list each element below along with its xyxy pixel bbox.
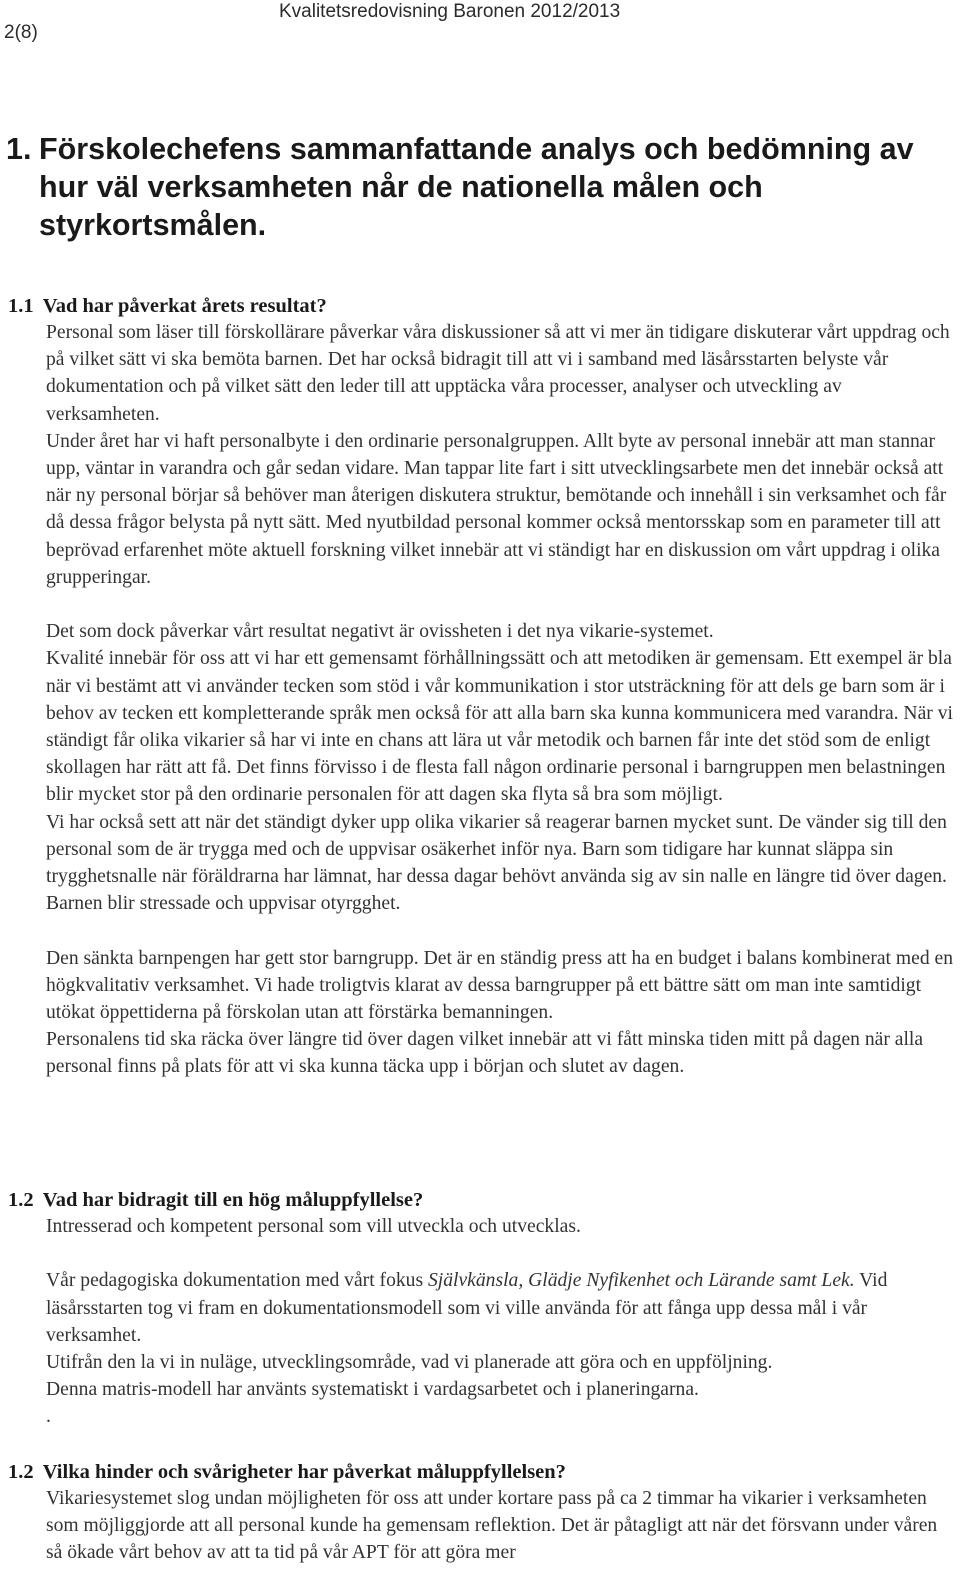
paragraph-rest: Vid läsårsstarten tog vi fram en dokumentationsmodell som vi ville använda för att fånga upp dessa mål i vår verksamhet.: [46, 1270, 888, 1346]
document-header-title: Kvalitetsredovisning Baronen 2012/2013: [279, 1, 621, 22]
page-number: 2(8): [4, 22, 38, 43]
section-1-1-title: Vad har påverkat årets resultat?: [42, 295, 327, 317]
paragraph: Vi har också sett att när det ständigt dyker upp olika vikarier så reagerar barnen mycket sunt. De vänder sig till den personal som de är trygga med och de uppvisar osäkerhet inför nya. Barn som tidigare har kunnat släppa sin trygghetsnalle när föräldrarna har lämnat, har dessa dagar behövt använda sig av sin nalle en längre tid över dagen. Barnen blir stressade och uppvisar otyrgghet.: [46, 811, 947, 915]
paragraph: Personalens tid ska räcka över längre tid över dagen vilket innebär att vi fått minska tiden mitt på dagen när alla personal finns på plats för att vi ska kunna täcka upp i början och slutet av dagen.: [46, 1029, 924, 1078]
paragraph: Vikariesystemet slog undan möjligheten för oss att under kortare pass på ca 2 timmar ha vikarier i verksamheten som möjliggjorde att all personal kunde ha gemensam reflektion. Det är påtagligt att när det försvann under våren så ökade vårt behov av att ta tid på vår APT för att göra mer: [46, 1488, 938, 1564]
paragraph: Intresserad och kompetent personal som vill utveckla och utvecklas.: [46, 1216, 581, 1237]
section-1-title: Förskolechefens sammanfattande analys och bedömning av hur väl verksamheten når de nationella målen och styrkortsmålen.: [39, 132, 914, 242]
paragraph: Det som dock påverkar vårt resultat negativt är ovissheten i det nya vikarie-systemet.: [46, 621, 714, 643]
paragraph: Under året har vi haft personalbyte i den ordinarie personalgruppen. Allt byte av personal innebär att man stannar upp, väntar in varandra och går sedan vidare. Man tappar lite fart i sitt utvecklingsarbete men det innebär också att när ny personal börjar så behöver man återigen diskutera struktur, bemötande och innehåll i sin verksamhet och får då dessa frågor belysta på nytt sätt. Med nyutbildad personal kommer också mentorsskap som en parameter till att beprövad erfarenhet möte aktuell forskning vilket innebär att vi ständigt har en diskussion om vårt uppdrag i olika grupperingar.: [46, 430, 947, 588]
section-1-1-body: [46, 319, 958, 1081]
section-1-2-body: [46, 1213, 958, 1431]
section-1-1-number: 1.1: [8, 295, 34, 317]
section-1-2-number: 1.2: [8, 1189, 34, 1211]
section-1-2-title: Vad har bidragit till en hög måluppfyllelse?: [42, 1189, 424, 1211]
section-1-number: 1.: [6, 132, 32, 166]
section-1-2b-title: Vilka hinder och svårigheter har påverkat måluppfyllelsen?: [42, 1461, 566, 1483]
section-1-1-heading: [8, 293, 327, 320]
paragraph: Personal som läser till förskollärare påverkar våra diskussioner så att vi mer än tidigare diskuterar vårt uppdrag och på vilket sätt vi ska bemöta barnen. Det har också bidragit till att vi i samband med läsårsstarten belyste vår dokumentation och på vilket sätt den leder till att upptäcka våra processer, analyser och utveckling av verksamheten.: [46, 322, 950, 425]
section-1-2b-number: 1.2: [8, 1461, 34, 1483]
section-1-2b-body: [46, 1485, 958, 1567]
section-1-2-heading: [8, 1187, 423, 1214]
paragraph: Den sänkta barnpengen har gett stor barngrupp. Det är en ständig press att ha en budget i balans kombinerat med en högkvalitativ verksamhet. Vi hade troligtvis klarat av dessa barngrupper på ett bättre sätt om man inte samtidigt utökat öppettiderna på förskolan utan att förstärka bemanningen.: [46, 947, 954, 1024]
paragraph: Denna matris-modell har använts systematiskt i vardagsarbetet och i planeringarna.: [46, 1379, 699, 1401]
focus-areas-emphasis: Självkänsla, Glädje Nyfikenhet och Lärande samt Lek.: [427, 1270, 855, 1292]
paragraph: Kvalité innebär för oss att vi har ett gemensamt förhållningssätt och att metodiken är gemensam. Ett exempel är bla när vi bestämt att vi använder tecken som stöd i vår kommunikation i stor utsträckning för att dels ge barn som är i behov av tecken ett kompletterande språk men också för att alla barn ska kunna kommunicera med varandra. När vi ständigt får olika vikarier så har vi inte en chans att lära ut vår metodik och barnen får inte det stöd som de enligt skollagen har rätt att få. Det finns förvisso i de flesta fall någon ordinarie personal i barngruppen men belastningen blir mycket stor på den ordinarie personalen för att dagen ska flyta så bra som möjligt.: [46, 648, 953, 806]
paragraph: Utifrån den la vi in nuläge, utvecklingsområde, vad vi planerade att göra och en uppföljning.: [46, 1352, 773, 1373]
section-1-heading: [6, 130, 946, 244]
paragraph-lead: Vår pedagogiska dokumentation med vårt fokus: [46, 1270, 428, 1292]
paragraph: [46, 1267, 958, 1349]
paragraph: .: [46, 1406, 51, 1428]
section-1-2b-heading: [8, 1459, 566, 1486]
